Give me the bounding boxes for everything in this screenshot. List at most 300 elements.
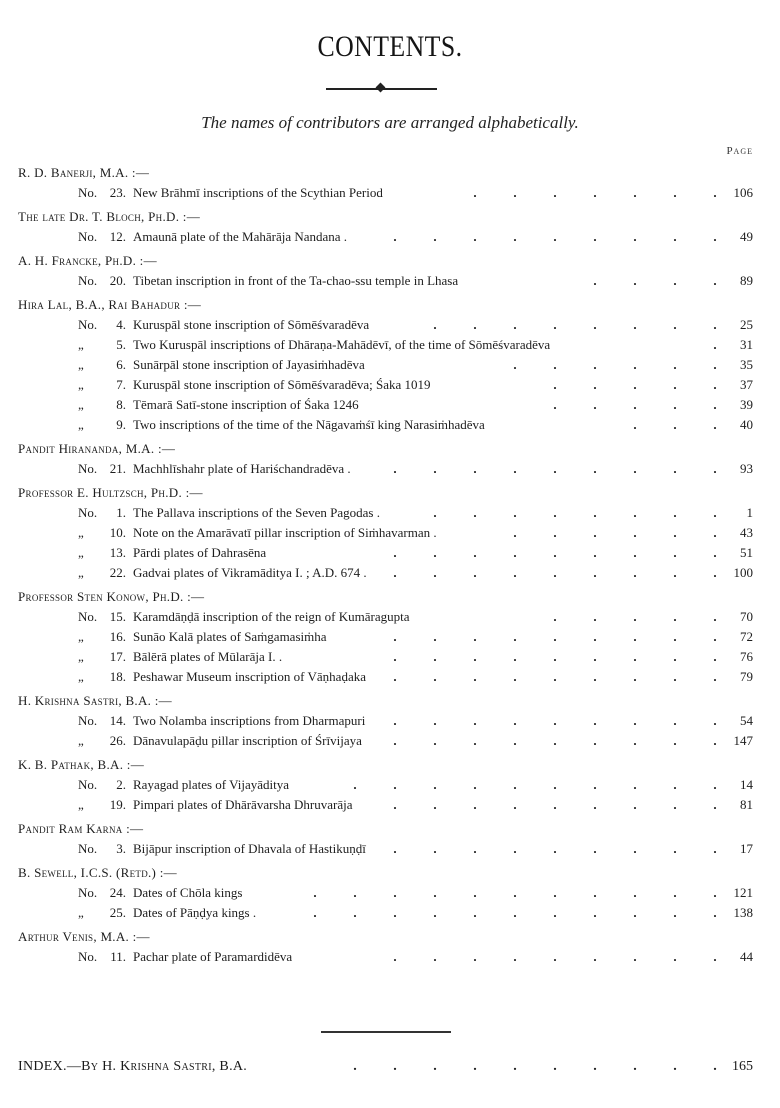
dot-leaders [375,563,735,583]
entry-prefix: No. [78,461,98,476]
entry-number: 9. [116,417,126,432]
dot-leaders [415,503,735,523]
entry-prefix: No. [78,713,98,728]
entry-prefix: „ [78,397,84,412]
entry-page-number: 100 [733,565,753,580]
leader-dot: . [673,609,677,624]
leader-dot: . [633,397,637,412]
leader-dot: . [633,797,637,812]
leader-dot: . [593,629,597,644]
dot-leaders [375,543,735,563]
leader-dot: . [593,505,597,520]
leader-dot: . [553,733,557,748]
toc-entry[interactable] [0,227,780,247]
leader-dot: . [633,885,637,900]
toc-entry[interactable] [0,459,780,479]
entry-prefix: „ [78,357,84,372]
entry-prefix: No. [78,949,98,964]
contributor-name: K. B. Pathak, B.A. :— [18,757,145,772]
leader-dot: . [673,797,677,812]
leader-dot: . [633,273,637,288]
leader-dot: . [473,317,477,332]
entry-number: 11. [110,949,126,964]
leader-dot: . [353,905,357,920]
dot-leaders [375,795,735,815]
contributor-group [0,163,780,203]
leader-dot: . [673,357,677,372]
contributor-group [0,483,780,583]
leader-dot: . [433,669,437,684]
entry-number: 19. [109,797,126,812]
leader-dot: . [433,949,437,964]
entry-number: 22. [109,565,126,580]
toc-entry[interactable] [0,947,780,967]
leader-dot: . [713,609,717,624]
entry-number: 24. [109,885,126,900]
contributor-group [0,587,780,687]
leader-dot: . [553,357,557,372]
leader-dot: . [513,649,517,664]
leader-dot: . [513,1059,517,1074]
leader-dot: . [673,841,677,856]
leader-dot: . [633,505,637,520]
leader-dot: . [513,565,517,580]
leader-dot: . [713,949,717,964]
leader-dot: . [513,317,517,332]
dot-leaders [535,607,735,627]
toc-entry[interactable] [0,607,780,627]
entry-title: Two Kuruspāl inscriptions of Dhāraṇa-Mahādēvī, of the time of Sōmēśvaradēva [133,337,551,352]
leader-dot: . [393,841,397,856]
contributor-name: Pandit Hirananda, M.A. :— [18,441,176,456]
leader-dot: . [433,777,437,792]
leader-dot: . [593,273,597,288]
leader-dot: . [473,905,477,920]
leader-dot: . [473,185,477,200]
entry-page-number: 81 [740,797,753,812]
leader-dot: . [593,609,597,624]
leader-dot: . [513,949,517,964]
entry-page-number: 76 [740,649,753,664]
entry-number: 16. [109,629,126,644]
index-label: INDEX.—By H. Krishna Sastri, B.A. [18,1059,248,1074]
dot-leaders [295,883,735,903]
contributor-group [0,927,780,967]
contributor-group [0,819,780,859]
leader-dot: . [433,649,437,664]
leader-dot: . [513,733,517,748]
contributor-name: R. D. Banerji, M.A. :— [18,165,150,180]
entry-title: Bālērā plates of Mūlarāja I. . [133,649,283,664]
contributor-name: Pandit Ram Karna :— [18,821,144,836]
leader-dot: . [673,273,677,288]
leader-dot: . [513,669,517,684]
contributor-group [0,755,780,815]
leader-dot: . [393,545,397,560]
entry-title: Pachar plate of Paramardidēva [133,949,293,964]
leader-dot: . [553,505,557,520]
entry-title: Karamdāṇḍā inscription of the reign of Kumāragupta [133,609,410,624]
leader-dot: . [473,629,477,644]
leader-dot: . [473,797,477,812]
leader-dot: . [713,505,717,520]
leader-dot: . [713,337,717,352]
entry-title: Sunārpāl stone inscription of Jayasiṁhadēva [133,357,365,372]
toc-entry[interactable] [0,315,780,335]
leader-dot: . [633,949,637,964]
entry-title: Pimpari plates of Dhārāvarsha Dhruvarāja [133,797,353,812]
leader-dot: . [633,317,637,332]
leader-dot: . [433,713,437,728]
entry-title: New Brāhmī inscriptions of the Scythian Period [133,185,383,200]
toc-entry[interactable] [0,731,780,751]
leader-dot: . [633,733,637,748]
entry-title: Tibetan inscription in front of the Ta-chao-ssu temple in Lhasa [133,273,459,288]
entry-number: 25. [109,905,126,920]
leader-dot: . [713,185,717,200]
leader-dot: . [713,1059,717,1074]
toc-entry[interactable] [0,355,780,375]
leader-dot: . [593,841,597,856]
dot-leaders [415,315,735,335]
leader-dot: . [713,713,717,728]
contributor-group [0,251,780,291]
dot-leaders [535,375,735,395]
leader-dot: . [673,733,677,748]
entry-title: Rayagad plates of Vijayāditya [133,777,290,792]
dot-leaders [375,667,735,687]
entry-title: Sunāo Kalā plates of Saṁgamasiṁha [133,629,327,644]
dot-leaders [455,183,735,203]
page-column-header: Page [726,145,753,157]
leader-dot: . [673,629,677,644]
contributor-group [0,439,780,479]
leader-dot: . [713,629,717,644]
leader-dot: . [633,649,637,664]
leader-dot: . [433,545,437,560]
leader-dot: . [673,417,677,432]
entry-number: 14. [109,713,126,728]
entry-page-number: 44 [740,949,753,964]
ornament-diamond-icon [376,83,386,93]
entry-title: Bijāpur inscription of Dhavala of Hastikuṇḍī [133,841,366,856]
leader-dot: . [593,357,597,372]
leader-dot: . [593,317,597,332]
leader-dot: . [513,229,517,244]
entry-number: 18. [109,669,126,684]
leader-dot: . [513,841,517,856]
entry-title: Kuruspāl stone inscription of Sōmēśvaradēva; Śaka 1019 [133,377,431,392]
entry-page-number: 37 [740,377,753,392]
leader-dot: . [473,669,477,684]
leader-dot: . [713,733,717,748]
leader-dot: . [673,505,677,520]
contributor-group [0,863,780,923]
dot-leaders [295,903,735,923]
leader-dot: . [473,949,477,964]
contributor-name: B. Sewell, I.C.S. (Retd.) :— [18,865,177,880]
leader-dot: . [433,629,437,644]
toc-entry[interactable] [0,667,780,687]
toc-entry[interactable] [0,543,780,563]
leader-dot: . [713,797,717,812]
leader-dot: . [593,397,597,412]
toc-entry[interactable] [0,415,780,435]
dot-leaders [495,523,735,543]
entry-prefix: No. [78,777,98,792]
leader-dot: . [673,229,677,244]
leader-dot: . [713,525,717,540]
leader-dot: . [673,461,677,476]
leader-dot: . [513,525,517,540]
entry-number: 7. [116,377,126,392]
toc-entry[interactable] [0,883,780,903]
leader-dot: . [553,397,557,412]
leader-dot: . [553,905,557,920]
leader-dot: . [393,629,397,644]
toc-entry[interactable] [0,795,780,815]
leader-dot: . [473,565,477,580]
entry-number: 21. [109,461,126,476]
leader-dot: . [393,713,397,728]
leader-dot: . [513,357,517,372]
entry-title: The Pallava inscriptions of the Seven Pagodas . [133,505,380,520]
entry-title: Note on the Amarāvatī pillar inscription of Siṁhavarman . [133,525,437,540]
toc-entry[interactable] [0,563,780,583]
leader-dot: . [473,713,477,728]
entry-prefix: „ [78,649,84,664]
leader-dot: . [433,1059,437,1074]
leader-dot: . [513,713,517,728]
toc-entry[interactable] [0,903,780,923]
leader-dot: . [593,461,597,476]
leader-dot: . [553,317,557,332]
toc-entry[interactable] [0,183,780,203]
leader-dot: . [633,229,637,244]
entry-prefix: No. [78,185,98,200]
entry-title: Gadvai plates of Vikramāditya I. ; A.D. 674 . [133,565,367,580]
leader-dot: . [713,649,717,664]
entry-page-number: 43 [740,525,753,540]
leader-dot: . [553,797,557,812]
leader-dot: . [313,885,317,900]
entry-page-number: 72 [740,629,753,644]
toc-entry[interactable] [0,839,780,859]
leader-dot: . [713,777,717,792]
entry-number: 17. [109,649,126,664]
leader-dot: . [393,885,397,900]
dot-leaders [575,271,735,291]
leader-dot: . [513,185,517,200]
entry-page-number: 70 [740,609,753,624]
entry-page-number: 17 [740,841,753,856]
entry-page-number: 25 [740,317,753,332]
entry-number: 12. [109,229,126,244]
leader-dot: . [553,609,557,624]
leader-dot: . [393,905,397,920]
entry-number: 6. [116,357,126,372]
entry-prefix: No. [78,609,98,624]
leader-dot: . [673,905,677,920]
leader-dot: . [633,777,637,792]
leader-dot: . [513,905,517,920]
leader-dot: . [553,545,557,560]
leader-dot: . [473,545,477,560]
leader-dot: . [433,505,437,520]
entry-page-number: 35 [740,357,753,372]
entry-title: Peshawar Museum inscription of Vāṇhaḍaka [133,669,366,684]
entry-prefix: „ [78,377,84,392]
leader-dot: . [593,885,597,900]
entry-number: 3. [116,841,126,856]
leader-dot: . [593,713,597,728]
leader-dot: . [673,949,677,964]
entry-prefix: „ [78,565,84,580]
leader-dot: . [553,649,557,664]
leader-dot: . [673,377,677,392]
entry-number: 8. [116,397,126,412]
entry-page-number: 49 [740,229,753,244]
contributor-group [0,207,780,247]
leader-dot: . [513,797,517,812]
leader-dot: . [553,525,557,540]
entry-title: Tēmarā Satī-stone inscription of Śaka 1246 [133,397,359,412]
leader-dot: . [713,317,717,332]
dot-leaders [535,395,735,415]
leader-dot: . [713,461,717,476]
leader-dot: . [593,1059,597,1074]
leader-dot: . [633,841,637,856]
entry-number: 4. [116,317,126,332]
leader-dot: . [473,461,477,476]
contributor-name: Professor E. Hultzsch, Ph.D. :— [18,485,203,500]
leader-dot: . [473,777,477,792]
contributor-name: Professor Sten Konow, Ph.D. :— [18,589,205,604]
page-title: CONTENTS. [317,30,463,63]
leader-dot: . [593,185,597,200]
leader-dot: . [673,565,677,580]
entry-prefix: No. [78,229,98,244]
entry-title: Pārdi plates of Dahrasēna [133,545,267,560]
leader-dot: . [393,733,397,748]
leader-dot: . [553,777,557,792]
leader-dot: . [433,733,437,748]
entry-number: 13. [109,545,126,560]
entry-page-number: 89 [740,273,753,288]
toc-entry[interactable] [0,711,780,731]
entry-prefix: No. [78,317,98,332]
dot-leaders [335,1057,735,1077]
entry-prefix: No. [78,841,98,856]
toc-entry[interactable] [0,647,780,667]
entry-number: 10. [109,525,126,540]
leader-dot: . [673,1059,677,1074]
leader-dot: . [433,229,437,244]
entry-page-number: 138 [733,905,753,920]
toc-entry[interactable] [0,503,780,523]
leader-dot: . [713,273,717,288]
leader-dot: . [433,797,437,812]
toc-entry[interactable] [0,627,780,647]
leader-dot: . [593,565,597,580]
entry-page-number: 40 [740,417,753,432]
toc-entry[interactable] [0,395,780,415]
leader-dot: . [713,905,717,920]
leader-dot: . [633,905,637,920]
leader-dot: . [353,885,357,900]
subtitle-note: The names of contributors are arranged alphabetically. [201,113,579,132]
leader-dot: . [633,629,637,644]
leader-dot: . [633,461,637,476]
leader-dot: . [473,229,477,244]
section-divider-rule [321,1031,451,1033]
leader-dot: . [513,545,517,560]
entry-page-number: 1 [746,505,753,520]
toc-entry[interactable] [0,335,780,355]
leader-dot: . [593,669,597,684]
entry-number: 26. [109,733,126,748]
entry-prefix: No. [78,505,98,520]
leader-dot: . [553,377,557,392]
entry-prefix: „ [78,417,84,432]
toc-entry[interactable] [0,523,780,543]
leader-dot: . [633,357,637,372]
leader-dot: . [553,1059,557,1074]
leader-dot: . [473,1059,477,1074]
entry-page-number: 121 [733,885,753,900]
entry-page-number: 147 [733,733,753,748]
leader-dot: . [633,669,637,684]
contributor-group [0,691,780,751]
leader-dot: . [593,733,597,748]
leader-dot: . [513,461,517,476]
leader-dot: . [633,609,637,624]
leader-dot: . [593,545,597,560]
leader-dot: . [673,777,677,792]
toc-entry[interactable] [0,375,780,395]
leader-dot: . [673,317,677,332]
toc-entry[interactable] [0,271,780,291]
leader-dot: . [633,713,637,728]
entry-number: 23. [109,185,126,200]
entry-title: Dates of Pāṇḍya kings . [133,905,257,920]
leader-dot: . [593,797,597,812]
title-ornament-rule [326,87,437,90]
toc-entry[interactable] [0,775,780,795]
leader-dot: . [713,565,717,580]
entry-title: Machhlīshahr plate of Hariśchandradēva . [133,461,351,476]
leader-dot: . [353,777,357,792]
leader-dot: . [393,461,397,476]
leader-dot: . [553,949,557,964]
entry-number: 15. [109,609,126,624]
leader-dot: . [553,713,557,728]
entry-page-number: 31 [740,337,753,352]
leader-dot: . [673,669,677,684]
leader-dot: . [513,505,517,520]
leader-dot: . [433,565,437,580]
index-page-number: 165 [732,1059,753,1074]
entry-prefix: „ [78,905,84,920]
index-entry[interactable] [0,1057,780,1077]
leader-dot: . [713,357,717,372]
leader-dot: . [553,185,557,200]
dot-leaders [375,459,735,479]
entry-title: Amaunā plate of the Mahārāja Nandana . [133,229,348,244]
leader-dot: . [593,905,597,920]
entry-number: 5. [116,337,126,352]
entry-number: 20. [109,273,126,288]
